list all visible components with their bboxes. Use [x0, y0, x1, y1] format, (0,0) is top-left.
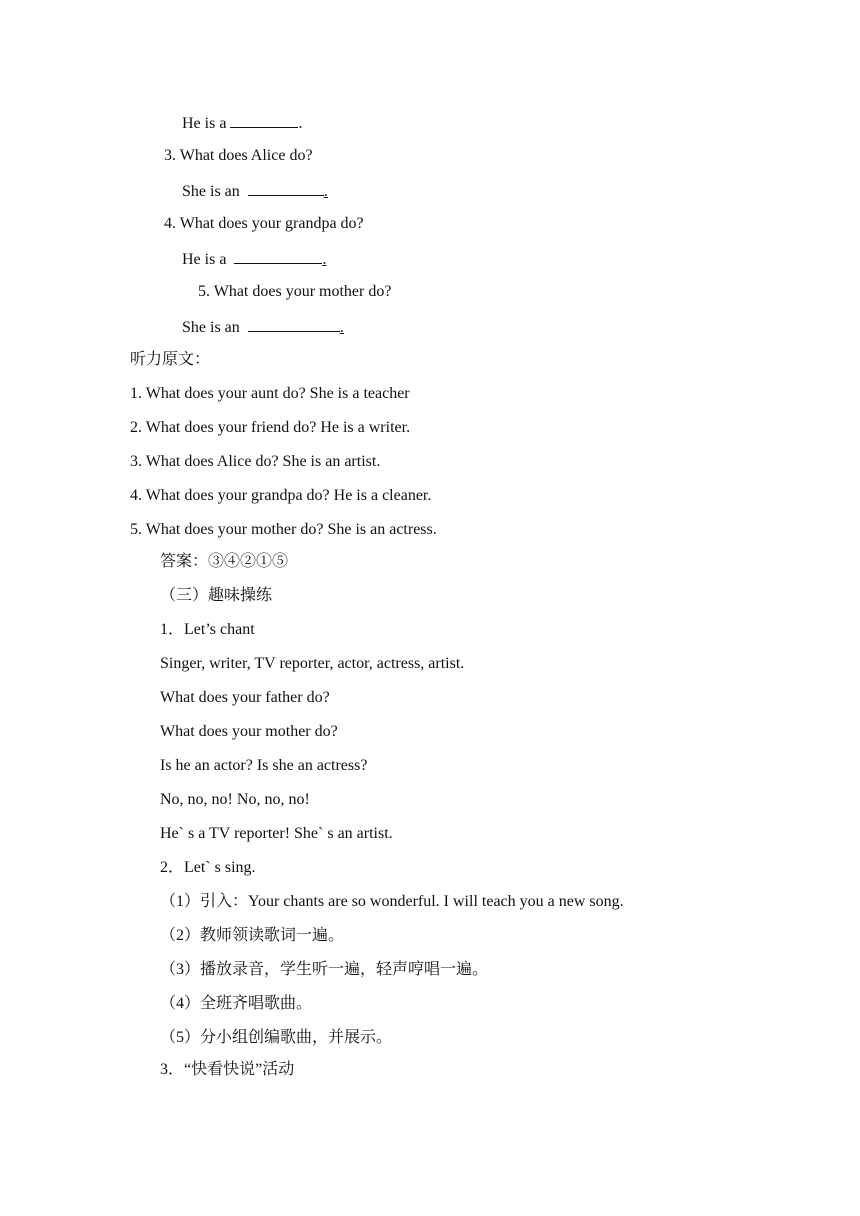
transcript-line: 5. What does your mother do? She is an actress.	[130, 521, 437, 538]
sing-step: （2）教师领读歌词一遍。	[160, 927, 345, 944]
transcript-line: 1. What does your aunt do? She is a teacher	[130, 385, 410, 402]
exercise-answer-line-4: He is a .	[182, 248, 326, 268]
sing-step: （1）引入：Your chants are so wonderful. I will teach you a new song.	[160, 893, 624, 910]
exercise-answer-line-5: She is an .	[182, 316, 344, 336]
exercise-answer-line-3: She is an .	[182, 180, 328, 200]
sing-step: （4）全班齐唱歌曲。	[160, 995, 313, 1012]
answer-key: 答案：③④②①⑤	[160, 553, 289, 570]
exercise-answer-line-2: He is a .	[182, 112, 302, 132]
exercise-question-3: 3. What does Alice do?	[164, 147, 313, 164]
chant-line: What does your mother do?	[160, 723, 338, 740]
chant-line: He` s a TV reporter! She` s an artist.	[160, 825, 393, 842]
chant-line: What does your father do?	[160, 689, 330, 706]
answer-blank	[230, 112, 298, 128]
sing-step: （3）播放录音，学生听一遍，轻声哼唱一遍。	[160, 961, 489, 978]
chant-line: Is he an actor? Is she an actress?	[160, 757, 368, 774]
transcript-heading: 听力原文：	[130, 351, 211, 368]
exercise-question-4: 4. What does your grandpa do?	[164, 215, 364, 232]
exercise-question-5: 5. What does your mother do?	[198, 283, 392, 300]
activity-title: 3．“快看快说”活动	[160, 1061, 295, 1078]
answer-blank	[248, 180, 324, 196]
chant-line: No, no, no! No, no, no!	[160, 791, 310, 808]
answer-blank	[234, 248, 322, 264]
transcript-line: 3. What does Alice do? She is an artist.	[130, 453, 381, 470]
answer-blank	[248, 316, 340, 332]
transcript-line: 4. What does your grandpa do? He is a cleaner.	[130, 487, 432, 504]
chant-title: 1．Let’s chant	[160, 621, 255, 638]
sing-title: 2．Let` s sing.	[160, 859, 256, 876]
chant-line: Singer, writer, TV reporter, actor, actress, artist.	[160, 655, 465, 672]
section-heading: （三）趣味操练	[160, 587, 273, 604]
sing-step: （5）分小组创编歌曲，并展示。	[160, 1029, 393, 1046]
transcript-line: 2. What does your friend do? He is a writer.	[130, 419, 411, 436]
